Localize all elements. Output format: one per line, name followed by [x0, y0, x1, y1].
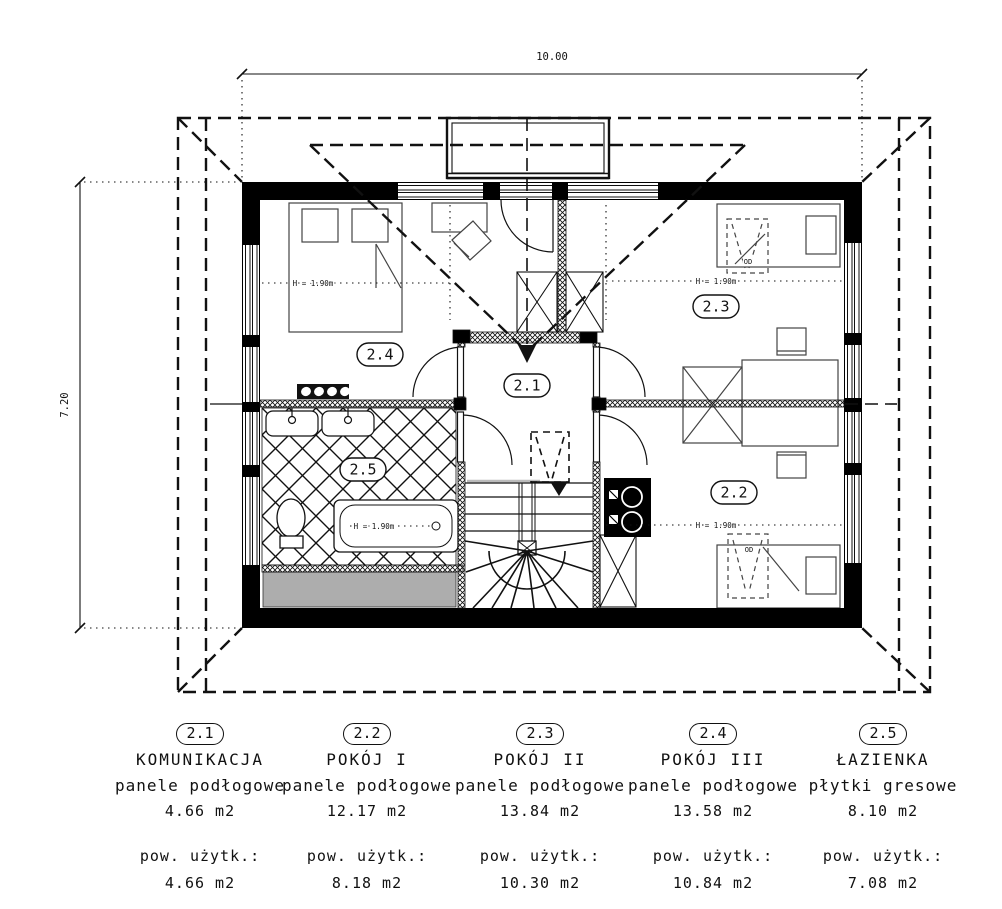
legend-area: 8.10 m2	[847, 802, 919, 820]
room-tag-2-4	[357, 343, 403, 366]
legend-flooring: płytki gresowe	[808, 776, 958, 795]
dimension-height-label: 7.20	[59, 392, 71, 418]
radiator	[297, 384, 351, 399]
toilet	[277, 499, 305, 537]
door-arc-bathroom	[462, 415, 512, 465]
top-wall-windows	[398, 183, 658, 199]
door-arc-2-3	[595, 347, 645, 397]
legend-entry-pokoj-iii	[618, 723, 808, 892]
door-arc-2-2	[597, 415, 647, 465]
door-arc-2-4	[413, 347, 463, 397]
legend-room-tag: 2.1	[176, 723, 223, 745]
height-note: H = 1.90m	[353, 522, 395, 531]
legend-usable-label: pow. użytk.:	[822, 847, 944, 865]
stove	[604, 478, 651, 537]
pillow	[806, 557, 836, 594]
legend-room-tag: 2.2	[343, 723, 390, 745]
svg-text:2.2: 2.2	[720, 483, 748, 502]
legend-usable-label: pow. użytk.:	[306, 847, 428, 865]
roof-hip-line	[178, 118, 242, 182]
legend-area: 13.84 m2	[499, 802, 581, 820]
legend-flooring: panele podłogowe	[281, 776, 453, 795]
legend-flooring: panele podłogowe	[627, 776, 799, 795]
stair-direction-marker	[531, 432, 569, 496]
legend-entry-komunikacja	[105, 723, 295, 892]
svg-text:2.1: 2.1	[513, 376, 541, 395]
legend-room-name: ŁAZIENKA	[836, 750, 930, 769]
roof-hip-line	[178, 628, 242, 692]
dormer	[447, 118, 609, 179]
legend-flooring: panele podłogowe	[114, 776, 286, 795]
legend-usable-label: pow. użytk.:	[139, 847, 261, 865]
legend-usable-area: 4.66 m2	[164, 874, 236, 892]
room-tag-2-1	[504, 374, 550, 397]
chair	[777, 452, 806, 478]
legend-usable-area: 10.30 m2	[499, 874, 581, 892]
legend-usable-area: 8.18 m2	[331, 874, 403, 892]
legend-usable-label: pow. użytk.:	[652, 847, 774, 865]
legend-flooring: panele podłogowe	[454, 776, 626, 795]
room-pokoj-i-furniture	[717, 452, 840, 608]
stair-arrow	[551, 483, 567, 496]
height-note: H = 1.90m	[695, 521, 737, 530]
pillow	[806, 216, 836, 254]
room-pokoj-ii-furniture	[683, 204, 840, 446]
pillow	[302, 209, 338, 242]
svg-text:2.4: 2.4	[366, 345, 394, 364]
room-tag-2-5	[340, 458, 386, 481]
legend-room-name: POKÓJ II	[493, 750, 587, 769]
wardrobe-note: OD	[744, 546, 754, 554]
legend-room-tag: 2.5	[859, 723, 906, 745]
height-note: H = 1.90m	[695, 277, 737, 286]
legend-room-name: POKÓJ I	[326, 750, 408, 769]
legend-area: 13.58 m2	[672, 802, 754, 820]
under-eave-storage	[263, 572, 456, 607]
room-legend	[0, 715, 1002, 909]
legend-entry-lazienka	[788, 723, 978, 892]
legend-usable-area: 7.08 m2	[847, 874, 919, 892]
room-tag-2-3	[693, 295, 739, 318]
legend-entry-pokoj-i	[272, 723, 462, 892]
legend-usable-label: pow. użytk.:	[479, 847, 601, 865]
roof-hip-line	[862, 118, 930, 182]
height-note: H = 1.90m	[292, 279, 334, 288]
svg-text:2.3: 2.3	[702, 297, 730, 316]
wardrobe-note: OD	[743, 258, 753, 266]
legend-area: 4.66 m2	[164, 802, 236, 820]
legend-area: 12.17 m2	[326, 802, 408, 820]
dimension-width-label: 10.00	[536, 51, 568, 63]
room-tag-2-2	[711, 481, 757, 504]
slope-arrow	[518, 345, 536, 363]
legend-room-tag: 2.3	[516, 723, 563, 745]
legend-usable-area: 10.84 m2	[672, 874, 754, 892]
legend-room-name: POKÓJ III	[660, 750, 766, 769]
chimney-shafts	[517, 272, 636, 607]
legend-room-tag: 2.4	[689, 723, 736, 745]
svg-text:2.5: 2.5	[349, 460, 377, 479]
staircase	[465, 481, 593, 608]
roof-hip-line	[862, 628, 930, 692]
legend-room-name: KOMUNIKACJA	[136, 750, 264, 769]
legend-entry-pokoj-ii	[445, 723, 635, 892]
